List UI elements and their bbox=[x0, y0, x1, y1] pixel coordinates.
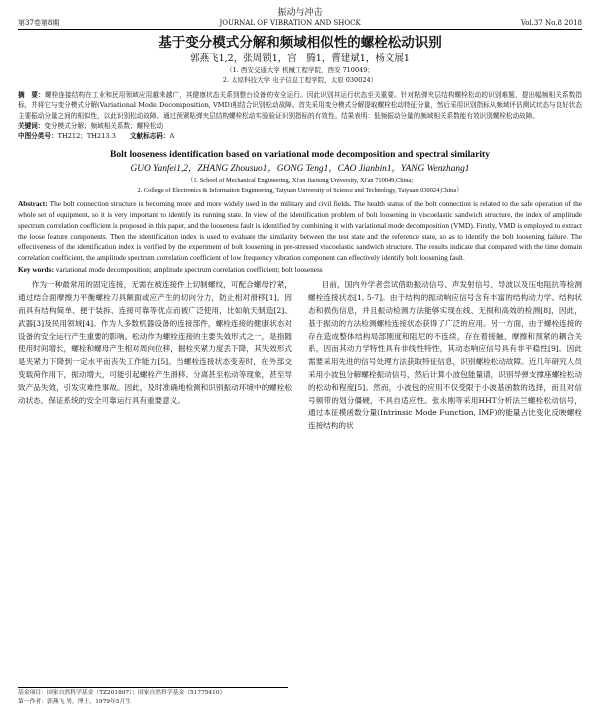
cn-keywords-label: 关键词： bbox=[18, 122, 45, 131]
en-abstract-text: The bolt connection structure is becoming more and more widely used in the military and civil fields. The health status of the bolt connection is related to the safe operation of the whole set of equipment, so it is very important to identify its running state. In view of the identification problem of bolt loosening in viscoelastic sandwich structure, the index of amplitude spectrum correlation coefficient is proposed in this paper, and the looseness fault is identified by combining it with variational mode decomposition (VMD). Firstly, VMD is employed to extract the loose feature components. Then the identification index is used to evaluate the similarity between the test state and the reference state, so as to identify the bolt loosening failure. The effectiveness of the identification index is verified by the experiment of bolt loosening in pre-stressed viscoelastic sandwich structure. The results indicate that compared with the time domain correlation coefficient, the amplitude spectrum correlation coefficient of low frequency vibration component can effectively identify bolt loosening fault. bbox=[18, 199, 582, 262]
header-journal-name: JOURNAL OF VIBRATION AND SHOCK bbox=[219, 19, 361, 27]
en-keywords bbox=[18, 265, 582, 276]
cn-abstract-label: 摘 要： bbox=[18, 91, 45, 99]
journal-header bbox=[18, 19, 582, 30]
clc-value: TH212；TH213.3 bbox=[57, 132, 116, 141]
cn-authors: 郭燕飞1,2，张周锁1，宫 腾1，曹建斌1，杨文展1 bbox=[190, 53, 410, 64]
body-paragraph-left: 作为一种最常用的固定连接，无需在被连接件上切制螺纹，可配合螺母拧紧，通过结合面摩擦力平衡螺栓刀具额面或应产生的切向分力，防止相对滑移[1]。因而具有结构简单、便于装拆、连接可靠等优点而被广泛使用，比如航天制造[2]、武器[3]及民用领域[4]。作为人多数机器设备的连接部件，螺栓连接的健康状态对设备的安全运行产生重要的影响。松动作为螺栓连接的主要失效形式之一，是指随使用时间增长，螺栓和螺母产生相对周向位移，掘栓夹紧力度丢下降，其失效形式是夹紧力下降到一定水平而丧失工作能力[5]。当螺栓连接状态变差时，在外部交变载荷作用下，振动增大，可能引起螺栓产生滑移、分离甚至松动等现象，甚至导致产品失效，引发灾难性事故。因此，及时准确地检测和识别振动环境中的螺栓松动状态，保证系统的安全可靠运行具有重要意义。 bbox=[18, 280, 292, 405]
body-right-column bbox=[308, 279, 582, 433]
cn-abstract-text: 螺栓连接结构在工业和民用领域应用越来越广，其健康状态关系到整台设备的安全运行。因此识别其运行状态至关重要。针对粘弹夹层结构螺栓松动的识别难题，提出幅频相关系数指标，并将它与变分模式分解(Variational Mode Decomposition, VMD)相结合识别松动故障。首先采用变分模式分解提取螺栓松动特征分量，然后采用识别指标从频域评估测试状态与良好状态主要振动分量之间的相似性，以此识别松动故障。通过预紧粘弹夹层结构螺栓松动实验验证识别指标的有效性。结果表明：低频振动分量的频域相关系数能有效识别螺栓松动故障。 bbox=[18, 91, 583, 120]
en-title: Bolt looseness identification based on variational mode decomposition and spectral similarity bbox=[109, 149, 491, 161]
en-keywords-text: variational mode decomposition; amplitude spectrum correlation coefficient; bolt looseness bbox=[55, 264, 323, 274]
clc-number bbox=[18, 131, 116, 141]
doc-label: 文献标志码： bbox=[129, 132, 170, 141]
clc-label: 中图分类号： bbox=[18, 132, 58, 141]
en-affiliation-1: （1. School of Mechanical Engineering, Xi'an Jiaotong University, Xi'an 710049,China; bbox=[186, 177, 414, 185]
cn-abstract bbox=[18, 90, 582, 121]
running-head: 振动与冲击 bbox=[277, 8, 323, 18]
en-affiliation-2: 2. College of Electronics & Information Engineering, Taiyuan University of Science and Technology, Taiyuan 030024,China） bbox=[137, 186, 463, 194]
body-left-column bbox=[18, 279, 292, 433]
en-authors: GUO Yanfei1,2，ZHANG Zhousuo1，GONG Teng1，CAO Jianbin1，YANG Wenzhang1 bbox=[130, 164, 470, 175]
header-volume: 第37卷第8期 bbox=[18, 19, 60, 27]
doc-value: A bbox=[169, 132, 175, 141]
body-columns bbox=[18, 279, 582, 433]
en-keywords-label: Key words: bbox=[18, 264, 54, 274]
cn-title: 基于变分模式分解和频域相似性的螺栓松动识别 bbox=[158, 35, 442, 51]
header-issue: Vol.37 No.8 2018 bbox=[520, 19, 582, 27]
cn-keywords bbox=[18, 121, 582, 131]
footnote-funding: 基金项目：国家自然科学基金（TZ201807）；国家自然科学基金（51775410） bbox=[18, 690, 226, 696]
footnote-author: 第一作者：郭燕飞 男，博士，1979年5月生 bbox=[18, 698, 132, 705]
cn-keywords-text: 变分模式分解；频域相关系数；螺栓松动 bbox=[44, 122, 164, 131]
cn-affiliation-1: （1. 西安交通大学 机械工程学院，西安 710049； bbox=[226, 66, 374, 74]
body-paragraph-right: 目前，国内外学者尝试借助振动信号、声发射信号、导波以及压电阻抗等检测螺栓连接状态[1, 5-7]。由于结构的振动响应信号含有丰富的结构动力学、结构状态和损伤信息，并且振动检测方法能够实现在线、无损和高效的检测[8]，因此，基于振动的方法检测螺栓连接状态获得了广泛的应用。另一方面，由于螺栓连接的存在造成整体结构局部刚度和阻尼的不连续，存在着接触、摩擦和预紧的耦合关系，因而其动力学特性具有非线性特性，其动态响应信号具有非平稳性[9]。因此需要采用先进的信号处理方法获取特征信息，识别螺栓松动故障。近几年研究人员采用小波包分解螺栓振动信号，然后计算小波包能量谱，识别导弹支撑座螺栓松动的松动和程度[5]。然而，小波包的应用不仅受限于小波基函数的选择，而且对信号频带的划分僵硬，不具自适应性。张永刚等采用HHT分析法兰螺栓松动信号，通过本征模函数分量(Intrinsic Mode Function, IMF)的能量占比变化反映螺栓连接结构的状 bbox=[308, 280, 582, 431]
en-abstract-label: Abstract: bbox=[18, 199, 48, 209]
doc-code bbox=[130, 131, 174, 141]
cn-classification bbox=[18, 131, 582, 141]
cn-affiliation-2: 2. 太原科技大学 电子信息工程学院，太原 030024） bbox=[222, 76, 378, 84]
footnote bbox=[18, 687, 288, 706]
en-abstract bbox=[18, 199, 582, 263]
